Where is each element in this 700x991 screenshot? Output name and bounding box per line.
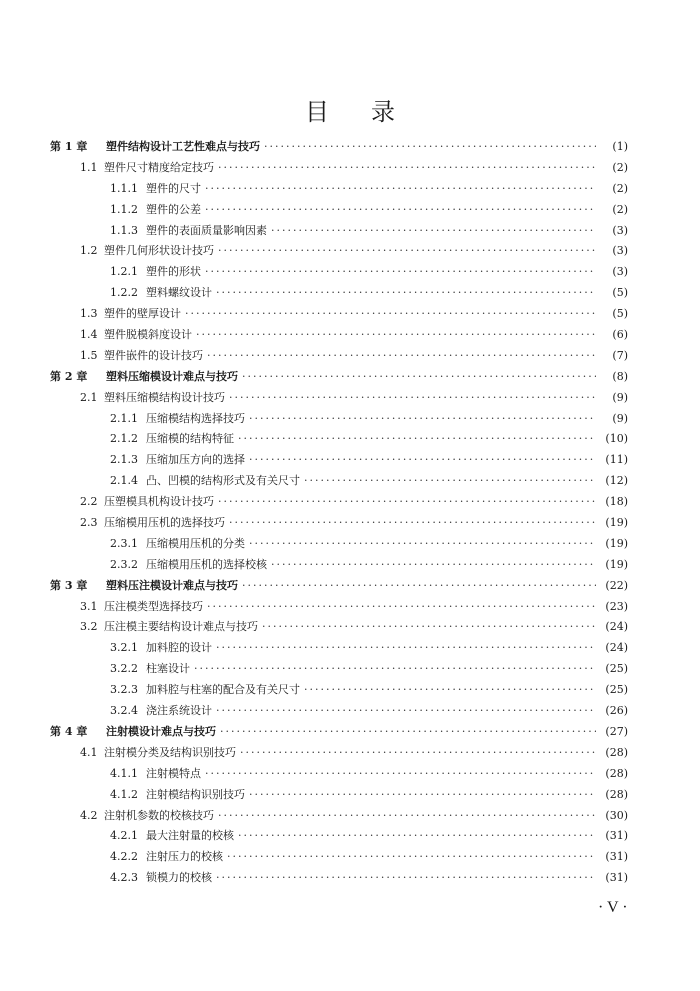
- toc-entry-title: 注射模分类及结构识别技巧: [104, 745, 236, 759]
- toc-section-entry: [50, 158, 628, 179]
- toc-entry-title: 压缩模结构选择技巧: [146, 411, 245, 425]
- toc-section-entry: [50, 429, 628, 450]
- dot-leader: [218, 492, 596, 513]
- toc-entry-number: 4.2: [80, 808, 98, 822]
- toc-entry-number: 1.3: [80, 307, 98, 321]
- toc-entry-number: 4.1.1: [110, 766, 138, 780]
- toc-entry-number: 3.2: [80, 620, 98, 634]
- toc-section-entry: [50, 826, 628, 847]
- toc-entry-number: 1.1.2: [110, 202, 138, 216]
- toc-entry-title: 塑件的公差: [146, 202, 201, 216]
- toc-entry-page: (28): [605, 766, 628, 780]
- toc-entry-title: 压注模类型选择技巧: [104, 599, 203, 613]
- dot-leader: [220, 722, 596, 743]
- dot-leader: [218, 806, 596, 827]
- toc-section-entry: [50, 450, 628, 471]
- toc-entry-page: (12): [605, 474, 628, 488]
- dot-leader: [249, 785, 596, 806]
- toc-entry-title: 加料腔的设计: [146, 641, 212, 655]
- toc-entry-title: 加料腔与柱塞的配合及有关尺寸: [146, 683, 300, 697]
- toc-entry-number: 第 4 章: [50, 724, 88, 738]
- toc-entry-title: 压注模主要结构设计难点与技巧: [104, 620, 258, 634]
- toc-entry-number: 1.1.1: [110, 181, 138, 195]
- dot-leader: [216, 638, 596, 659]
- toc-entry-page: (3): [612, 223, 628, 237]
- page-title: 目录: [305, 98, 437, 126]
- toc-entry-title: 塑件的形状: [146, 265, 201, 279]
- toc-entry-number: 2.3.1: [110, 536, 138, 550]
- dot-leader: [238, 429, 596, 450]
- toc-section-entry: [50, 409, 628, 430]
- dot-leader: [185, 304, 596, 325]
- toc-entry-title: 浇注系统设计: [146, 704, 212, 718]
- toc-section-entry: [50, 492, 628, 513]
- toc-entry-page: (10): [605, 432, 628, 446]
- toc-section-entry: [50, 179, 628, 200]
- toc-entry-title: 塑件嵌件的设计技巧: [104, 348, 203, 362]
- toc-section-entry: [50, 200, 628, 221]
- toc-section-entry: [50, 701, 628, 722]
- toc-section-entry: [50, 743, 628, 764]
- toc-entry-title: 塑件尺寸精度给定技巧: [104, 160, 214, 174]
- toc-entry-page: (28): [605, 787, 628, 801]
- toc-entry-page: (11): [605, 453, 628, 467]
- toc-section-entry: [50, 325, 628, 346]
- toc-entry-number: 4.1: [80, 745, 98, 759]
- dot-leader: [262, 617, 596, 638]
- toc-entry-page: (3): [612, 265, 628, 279]
- toc-entry-page: (18): [605, 495, 628, 509]
- toc-entry-page: (5): [612, 286, 628, 300]
- dot-leader: [240, 743, 596, 764]
- toc-entry-number: 2.1.1: [110, 411, 138, 425]
- toc-entry-title: 塑件脱模斜度设计: [104, 328, 192, 342]
- toc-entry-number: 1.5: [80, 348, 98, 362]
- toc-entry-page: (28): [605, 745, 628, 759]
- toc-entry-number: 1.2: [80, 244, 98, 258]
- toc-entry-title: 塑料压缩模设计难点与技巧: [106, 369, 238, 383]
- toc-section-entry: [50, 346, 628, 367]
- toc-entry-title: 塑料压注模设计难点与技巧: [106, 578, 238, 592]
- dot-leader: [227, 847, 596, 868]
- dot-leader: [249, 534, 596, 555]
- toc-entry-title: 塑件结构设计工艺性难点与技巧: [106, 140, 260, 153]
- toc-entry-page: (31): [605, 871, 628, 885]
- toc-entry-page: (9): [612, 390, 628, 404]
- toc-entry-page: (5): [612, 307, 628, 321]
- table-of-contents: [50, 137, 628, 889]
- toc-section-entry: [50, 283, 628, 304]
- page-number: · V ·: [598, 899, 628, 916]
- toc-section-entry: [50, 304, 628, 325]
- dot-leader: [207, 346, 596, 367]
- toc-entry-number: 2.3.2: [110, 557, 138, 571]
- toc-section-entry: [50, 806, 628, 827]
- toc-entry-page: (19): [605, 557, 628, 571]
- toc-entry-number: 2.2: [80, 495, 98, 509]
- toc-section-entry: [50, 659, 628, 680]
- toc-section-entry: [50, 868, 628, 889]
- toc-entry-number: 2.1.4: [110, 474, 138, 488]
- toc-entry-number: 2.3: [80, 516, 98, 530]
- toc-entry-page: (3): [612, 244, 628, 258]
- dot-leader: [216, 868, 596, 889]
- dot-leader: [264, 137, 596, 158]
- toc-entry-page: (1): [612, 140, 628, 153]
- toc-entry-title: 塑料压缩模结构设计技巧: [104, 390, 225, 404]
- toc-entry-page: (22): [605, 578, 628, 592]
- toc-entry-number: 3.2.1: [110, 641, 138, 655]
- toc-entry-title: 最大注射量的校核: [146, 829, 234, 843]
- dot-leader: [205, 262, 596, 283]
- toc-entry-page: (26): [605, 704, 628, 718]
- toc-entry-page: (6): [612, 328, 628, 342]
- toc-section-entry: [50, 555, 628, 576]
- toc-section-entry: [50, 764, 628, 785]
- toc-entry-title: 凸、凹模的结构形式及有关尺寸: [146, 474, 300, 488]
- toc-entry-title: 塑件几何形状设计技巧: [104, 244, 214, 258]
- dot-leader: [271, 221, 596, 242]
- toc-entry-title: 压缩模用压机的分类: [146, 536, 245, 550]
- toc-section-entry: [50, 785, 628, 806]
- toc-entry-page: (2): [612, 181, 628, 195]
- toc-entry-number: 1.4: [80, 328, 98, 342]
- toc-entry-title: 塑件的表面质量影响因素: [146, 223, 267, 237]
- toc-entry-title: 压缩模的结构特征: [146, 432, 234, 446]
- toc-chapter-entry: [50, 722, 628, 743]
- toc-entry-title: 注射模特点: [146, 766, 201, 780]
- dot-leader: [218, 158, 596, 179]
- toc-entry-number: 4.2.1: [110, 829, 138, 843]
- dot-leader: [207, 597, 596, 618]
- toc-section-entry: [50, 221, 628, 242]
- dot-leader: [194, 659, 596, 680]
- toc-entry-title: 塑料螺纹设计: [146, 286, 212, 300]
- toc-entry-title: 压塑模具机构设计技巧: [104, 495, 214, 509]
- toc-entry-title: 锁模力的校核: [146, 871, 212, 885]
- toc-entry-number: 1.1.3: [110, 223, 138, 237]
- toc-entry-number: 2.1.3: [110, 453, 138, 467]
- toc-entry-title: 注射机参数的校核技巧: [104, 808, 214, 822]
- toc-section-entry: [50, 534, 628, 555]
- toc-section-entry: [50, 638, 628, 659]
- toc-entry-page: (24): [605, 641, 628, 655]
- dot-leader: [205, 200, 596, 221]
- dot-leader: [304, 471, 596, 492]
- toc-section-entry: [50, 680, 628, 701]
- toc-section-entry: [50, 617, 628, 638]
- toc-entry-page: (2): [612, 202, 628, 216]
- toc-entry-number: 1.2.2: [110, 286, 138, 300]
- toc-entry-number: 4.2.2: [110, 850, 138, 864]
- toc-entry-number: 2.1: [80, 390, 98, 404]
- toc-entry-page: (7): [612, 348, 628, 362]
- dot-leader: [249, 409, 596, 430]
- toc-chapter-entry: [50, 576, 628, 597]
- toc-entry-title: 塑件的壁厚设计: [104, 307, 181, 321]
- toc-entry-page: (2): [612, 160, 628, 174]
- dot-leader: [205, 179, 596, 200]
- toc-chapter-entry: [50, 137, 628, 158]
- toc-entry-number: 4.2.3: [110, 871, 138, 885]
- dot-leader: [238, 826, 596, 847]
- toc-section-entry: [50, 597, 628, 618]
- dot-leader: [218, 241, 596, 262]
- toc-entry-number: 3.2.3: [110, 683, 138, 697]
- dot-leader: [216, 701, 596, 722]
- toc-entry-page: (30): [605, 808, 628, 822]
- toc-section-entry: [50, 847, 628, 868]
- toc-entry-page: (27): [605, 724, 628, 738]
- dot-leader: [242, 576, 596, 597]
- toc-entry-page: (19): [605, 516, 628, 530]
- dot-leader: [271, 555, 596, 576]
- dot-leader: [196, 325, 596, 346]
- toc-section-entry: [50, 262, 628, 283]
- toc-entry-number: 3.2.2: [110, 662, 138, 676]
- toc-entry-title: 注射压力的校核: [146, 850, 223, 864]
- toc-entry-page: (31): [605, 829, 628, 843]
- toc-entry-title: 压缩模用压机的选择校核: [146, 557, 267, 571]
- toc-entry-title: 压缩加压方向的选择: [146, 453, 245, 467]
- toc-entry-page: (24): [605, 620, 628, 634]
- toc-entry-number: 第 3 章: [50, 578, 88, 592]
- dot-leader: [216, 283, 596, 304]
- toc-entry-title: 注射模结构识别技巧: [146, 787, 245, 801]
- toc-entry-title: 注射模设计难点与技巧: [106, 724, 216, 738]
- dot-leader: [249, 450, 596, 471]
- dot-leader: [242, 367, 596, 388]
- dot-leader: [229, 388, 596, 409]
- toc-entry-page: (9): [612, 411, 628, 425]
- toc-entry-number: 3.1: [80, 599, 98, 613]
- toc-entry-number: 1.1: [80, 160, 98, 174]
- toc-entry-number: 4.1.2: [110, 787, 138, 801]
- toc-entry-page: (25): [605, 683, 628, 697]
- toc-entry-number: 2.1.2: [110, 432, 138, 446]
- toc-entry-title: 柱塞设计: [146, 662, 190, 676]
- toc-entry-number: 1.2.1: [110, 265, 138, 279]
- toc-entry-page: (23): [605, 599, 628, 613]
- toc-section-entry: [50, 513, 628, 534]
- toc-entry-page: (25): [605, 662, 628, 676]
- toc-entry-title: 压缩模用压机的选择技巧: [104, 516, 225, 530]
- toc-entry-number: 第 1 章: [50, 140, 88, 153]
- dot-leader: [229, 513, 596, 534]
- toc-section-entry: [50, 388, 628, 409]
- dot-leader: [205, 764, 596, 785]
- toc-entry-page: (19): [605, 536, 628, 550]
- dot-leader: [304, 680, 596, 701]
- toc-entry-page: (31): [605, 850, 628, 864]
- toc-entry-number: 第 2 章: [50, 369, 88, 383]
- toc-entry-page: (8): [612, 369, 628, 383]
- toc-section-entry: [50, 471, 628, 492]
- toc-section-entry: [50, 241, 628, 262]
- toc-entry-number: 3.2.4: [110, 704, 138, 718]
- toc-entry-title: 塑件的尺寸: [146, 181, 201, 195]
- toc-chapter-entry: [50, 367, 628, 388]
